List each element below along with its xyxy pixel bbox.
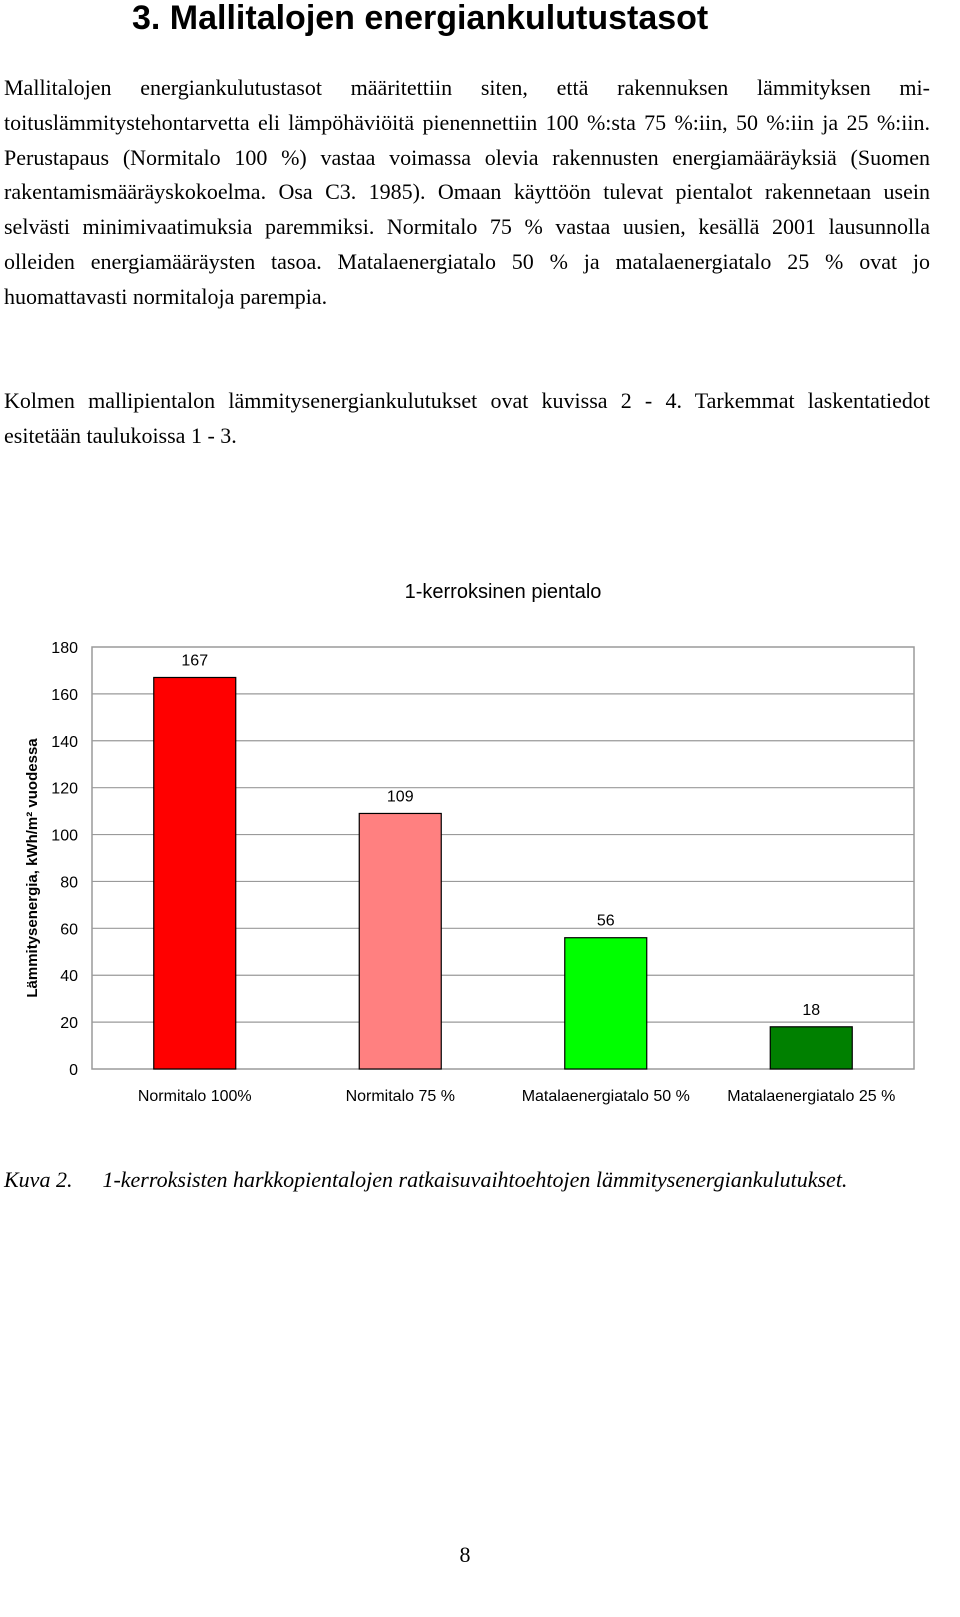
caption-label: Kuva 2. xyxy=(4,1167,73,1192)
y-tick-label: 180 xyxy=(51,640,78,657)
y-tick-label: 140 xyxy=(51,733,78,751)
figure-caption xyxy=(4,1162,930,1197)
bar xyxy=(154,677,236,1069)
y-tick-label: 60 xyxy=(60,921,78,939)
y-tick-label: 0 xyxy=(69,1062,78,1079)
y-tick-label: 120 xyxy=(51,780,78,798)
x-tick-label: Normitalo 100% xyxy=(137,1088,252,1105)
x-tick-label: Matalaenergiatalo 25 % xyxy=(727,1088,896,1105)
y-tick-label: 100 xyxy=(51,827,78,845)
body-paragraph-2: Kolmen mallipientalon lämmitysenergiankulutukset ovat kuvissa 2 - 4. Tarkemmat laskentatiedot esitetään taulukoissa 1 - 3. xyxy=(4,388,930,448)
bar-chart xyxy=(0,560,930,1120)
bar xyxy=(565,938,647,1069)
caption-text: 1-kerroksisten harkkopientalojen ratkaisuvaihtoehtojen lämmitysenergiankulutukset. xyxy=(102,1167,848,1192)
x-tick-label: Normitalo 75 % xyxy=(345,1088,455,1105)
page-number: 8 xyxy=(459,1542,471,1567)
y-axis-label: Lämmitysenergia, kWh/m² vuodessa xyxy=(24,738,41,998)
y-tick-label: 20 xyxy=(60,1015,78,1033)
data-label: 109 xyxy=(386,788,414,806)
chart-title: 1-kerroksinen pientalo xyxy=(404,581,602,603)
section-heading: 3. Mallitalojen energiankulutustasot xyxy=(132,0,709,37)
data-label: 56 xyxy=(596,912,615,930)
y-tick-label: 40 xyxy=(60,968,78,986)
x-tick-label: Matalaenergiatalo 50 % xyxy=(521,1088,690,1105)
y-tick-label: 80 xyxy=(60,874,78,892)
data-label: 18 xyxy=(802,1001,821,1019)
data-label: 167 xyxy=(181,652,209,670)
y-tick-label: 160 xyxy=(51,686,78,704)
body-paragraph-1: Mallitalojen energiankulutustasot määritettiin siten, että rakennuksen lämmityksen mitoituslämmitystehontarvetta eli lämpöhäviöitä pienennettiin 100 %:sta 75 %:iin, 50 %:iin ja 25 %:iin. Perustapaus (Normitalo 100 %) vastaa voimassa olevia rakennusten energiamääräyksiä (Suomen rakentamismääräyskokoelma. Osa C3. 1985). Omaan käyttöön tulevat pientalot rakennetaan usein selvästi minimivaatimuksia paremmiksi. Normitalo 75 % vastaa uusien, kesällä 2001 lausunnolla olleiden energiamääräysten tasoa. Matalaenergiatalo 50 % ja matalaenergiatalo 25 % ovat jo huomattavasti normitaloja parempia. xyxy=(4,75,930,309)
bar xyxy=(359,813,441,1069)
bar xyxy=(770,1027,852,1069)
